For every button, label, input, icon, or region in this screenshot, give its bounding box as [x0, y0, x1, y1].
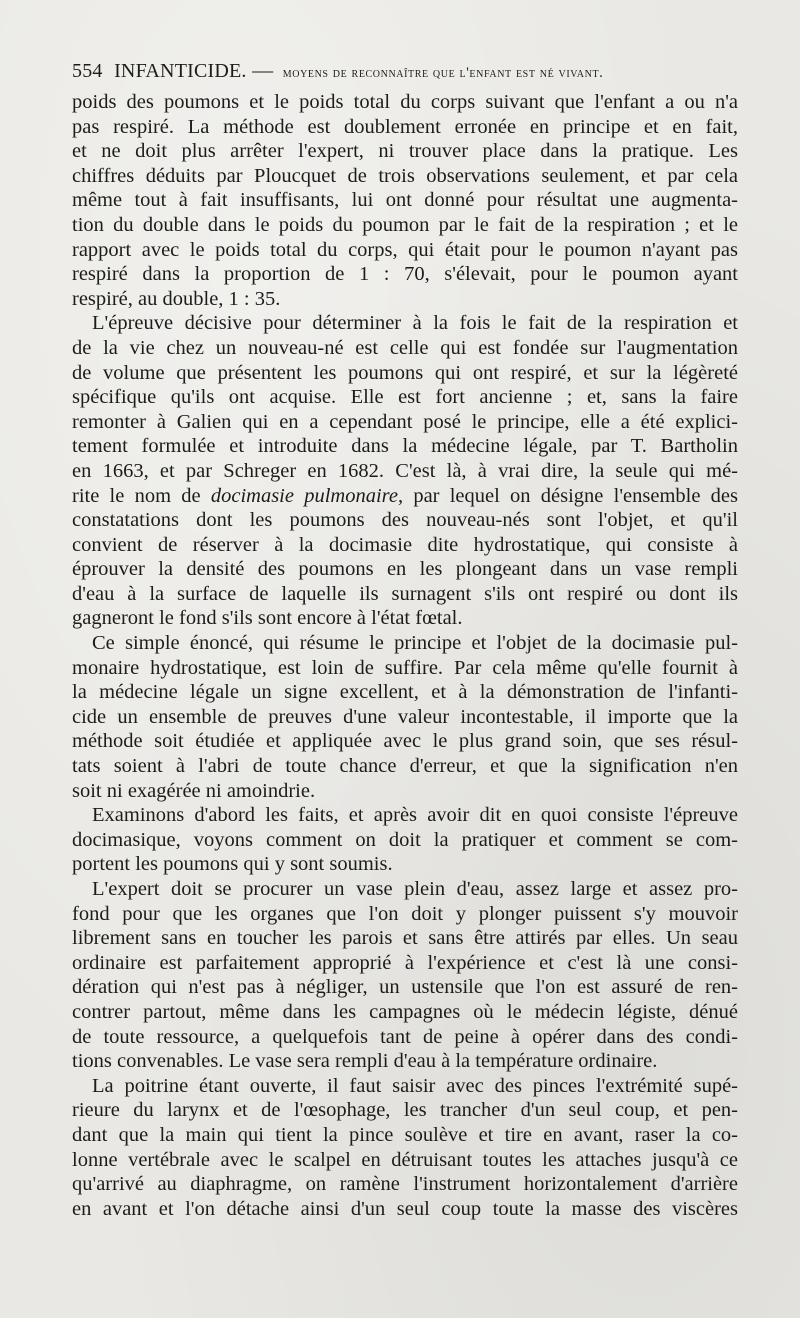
text-span: , par lequel on désigne l'ensemble des [397, 484, 738, 507]
text-line: constatations dont les poumons des nouveau-nés sont l'objet, et qu'il [72, 509, 738, 532]
text-line: dant que la main qui tient la pince soulève et tire en avant, raser la co- [72, 1123, 738, 1146]
text-line: Ce simple énoncé, qui résume le principe et l'objet de la docimasie pul- [92, 632, 738, 655]
text-line: monaire hydrostatique, est loin de suffire. Par cela même qu'elle fournit à [72, 656, 738, 679]
text-line: contrer partout, même dans les campagnes où le médecin légiste, dénué [72, 1000, 738, 1023]
text-line: même tout à fait insuffisants, lui ont donné pour résultat une augmenta- [72, 189, 738, 212]
text-line: poids des poumons et le poids total du corps suivant que l'enfant a ou n'a [72, 91, 738, 113]
text-line: soit ni exagérée ni amoindrie. [72, 779, 316, 802]
text-line: L'expert doit se procurer un vase plein d'eau, assez large et assez pro- [92, 878, 738, 900]
text-line: docimasique, voyons comment on doit la pratiquer et comment se com- [72, 828, 738, 851]
text-line: librement sans en toucher les parois et sans être attirés par elles. Un seau [72, 927, 738, 950]
body-text [72, 90, 738, 1221]
text-line: pas respiré. La méthode est doublement erronée en principe et en fait, [72, 115, 738, 138]
header-dash: — [252, 58, 274, 82]
text-line: d'eau à la surface de laquelle ils surnagent s'ils ont respiré ou dont ils [72, 582, 738, 605]
text-line: de la vie chez un nouveau-né est celle qui est fondée sur l'augmentation [72, 336, 738, 359]
text-line: qu'arrivé au diaphragme, on ramène l'instrument horizontalement d'arrière [72, 1173, 738, 1196]
text-line: respiré dans la proportion de 1 : 70, s'élevait, pour le poumon ayant [72, 263, 738, 286]
text-line: respiré, au double, 1 : 35. [72, 287, 281, 310]
text-line: ordinaire est parfaitement approprié à l'expérience et c'est là une consi- [72, 951, 738, 974]
text-line-with-emphasis [72, 484, 738, 509]
text-line: La poitrine étant ouverte, il faut saisir avec des pinces l'extrémité supé- [92, 1074, 738, 1097]
running-header [72, 58, 740, 88]
page-number: 554 [72, 60, 103, 82]
text-line: rapport avec le poids total du corps, qui était pour le poumon n'ayant pas [72, 238, 738, 261]
text-line: convient de réserver à la docimasie dite hydrostatique, qui consiste à [72, 533, 738, 556]
text-line: spécifique qu'ils ont acquise. Elle est fort ancienne ; et, sans la faire [72, 386, 738, 409]
text-line: tions convenables. Le vase sera rempli d'eau à la température ordinaire. [72, 1050, 658, 1073]
text-line: fond pour que les organes que l'on doit y plonger puissent s'y mouvoir [72, 902, 738, 925]
text-line: de volume que présentent les poumons qui ont respiré, et sur la légèreté [72, 361, 738, 384]
text-line: remonter à Galien qui en a cependant posé le principe, elle a été explici- [72, 410, 738, 433]
text-line: éprouver la densité des poumons en les plongeant dans un vase rempli [72, 558, 738, 581]
header-title: INFANTICIDE. [114, 60, 247, 82]
text-line: tion du double dans le poids du poumon par le fait de la respiration ; et le [72, 213, 738, 236]
text-line: la médecine légale un signe excellent, et à la démonstration de l'infanti- [72, 681, 738, 704]
text-line: tement formulée et introduite dans la médecine légale, par T. Bartholin [72, 435, 738, 458]
text-line: dération qui n'est pas à négliger, un ustensile que l'on est assuré de ren- [72, 976, 738, 999]
text-line: lonne vertébrale avec le scalpel en détruisant toutes les attaches jusqu'à ce [72, 1148, 738, 1171]
text-line: de toute ressource, a quelquefois tant de peine à opérer dans des condi- [72, 1025, 738, 1048]
text-line: cide un ensemble de preuves d'une valeur incontestable, il importe que la [72, 705, 738, 728]
text-line: gagneront le fond s'ils sont encore à l'état fœtal. [72, 607, 463, 630]
emphasis-term: docimasie pulmonaire [210, 484, 398, 507]
text-line: tats soient à l'abri de toute chance d'erreur, et que la signification n'en [72, 755, 738, 778]
text-line: et ne doit plus arrêter l'expert, ni trouver place dans la pratique. Les [72, 140, 738, 163]
text-line: Examinons d'abord les faits, et après avoir dit en quoi consiste l'épreuve [92, 804, 738, 827]
text-line: en 1663, et par Schreger en 1682. C'est là, à vrai dire, la seule qui mé- [72, 459, 738, 482]
text-line: méthode soit étudiée et appliquée avec le plus grand soin, que ses résul- [72, 730, 738, 753]
text-line: chiffres déduits par Ploucquet de trois observations seulement, et par cela [72, 164, 738, 187]
text-span: rite le nom de [72, 484, 211, 507]
text-line: en avant et l'on détache ainsi d'un seul coup toute la masse des viscères [72, 1197, 738, 1220]
text-line: L'épreuve décisive pour déterminer à la fois le fait de la respiration et [92, 312, 738, 335]
header-subtitle: moyens de reconnaître que l'enfant est né vivant. [282, 65, 604, 81]
text-line: portent les poumons qui y sont soumis. [72, 853, 393, 876]
text-line: rieure du larynx et de l'œsophage, les trancher d'un seul coup, et pen- [72, 1099, 738, 1122]
